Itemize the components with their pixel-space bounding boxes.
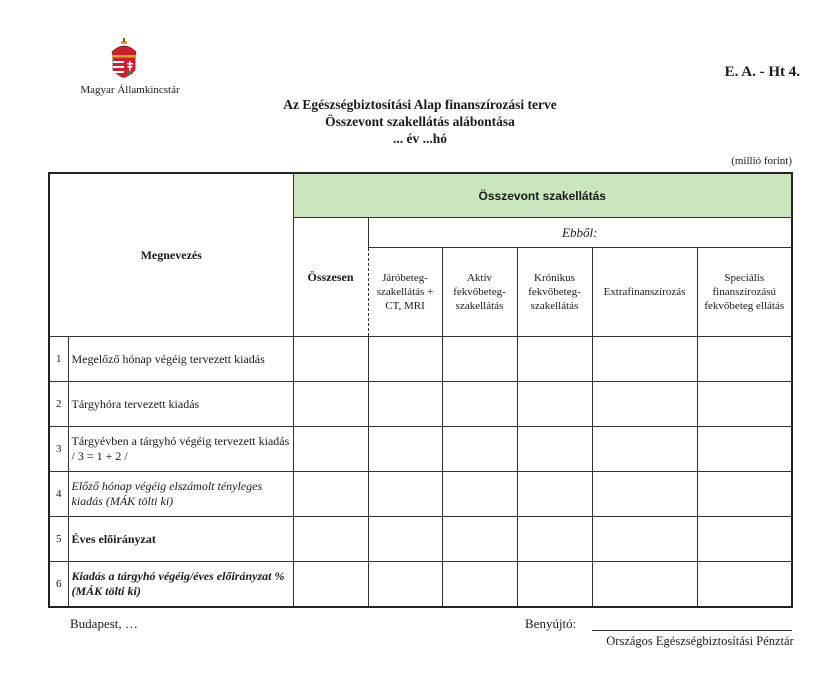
cell-active-inpatient[interactable]: [442, 382, 517, 427]
table-row: [49, 562, 792, 608]
row-number: 2: [49, 382, 68, 427]
column-header-extra-financing: Extrafinanszírozás: [592, 248, 697, 337]
title-line-1: Az Egészségbiztosítási Alap finanszírozási terve: [283, 97, 557, 112]
unit-label: (millió forint): [731, 155, 792, 167]
table-row: [49, 472, 792, 517]
column-group-header: Összevont szakellátás: [293, 173, 792, 218]
title-line-3: ... év ...hó: [393, 131, 447, 146]
cell-special-inpatient[interactable]: [697, 472, 792, 517]
cell-extra-financing[interactable]: [592, 517, 697, 562]
column-header-chronic-inpatient: Krónikus fekvőbeteg-szakellátás: [517, 248, 592, 337]
row-number: 5: [49, 517, 68, 562]
row-label: Tárgyhóra tervezett kiadás: [68, 382, 293, 427]
column-header-name: Megnevezés: [49, 173, 293, 337]
title-line-2: Összevont szakellátás alábontása: [325, 114, 515, 129]
table-row: [49, 517, 792, 562]
row-label: Éves előirányzat: [68, 517, 293, 562]
cell-chronic-inpatient[interactable]: [517, 427, 592, 472]
cell-active-inpatient[interactable]: [442, 337, 517, 382]
cell-total[interactable]: [293, 382, 368, 427]
cell-total[interactable]: [293, 472, 368, 517]
cell-outpatient[interactable]: [368, 517, 442, 562]
row-label: Előző hónap végéig elszámolt tényleges kiadás (MÁK tölti ki): [68, 472, 293, 517]
column-header-active-inpatient: Aktív fekvőbeteg-szakellátás: [442, 248, 517, 337]
row-label: Kiadás a tárgyhó végéig/éves előirányzat % (MÁK tölti ki): [68, 562, 293, 608]
cell-outpatient[interactable]: [368, 427, 442, 472]
cell-special-inpatient[interactable]: [697, 517, 792, 562]
cell-total[interactable]: [293, 517, 368, 562]
cell-special-inpatient[interactable]: [697, 427, 792, 472]
cell-chronic-inpatient[interactable]: [517, 337, 592, 382]
of-which-header: Ebből:: [368, 218, 792, 248]
cell-outpatient[interactable]: [368, 382, 442, 427]
signature-line[interactable]: [592, 630, 792, 631]
row-number: 1: [49, 337, 68, 382]
cell-extra-financing[interactable]: [592, 472, 697, 517]
cell-active-inpatient[interactable]: [442, 517, 517, 562]
place-date: Budapest, …: [70, 616, 138, 631]
cell-special-inpatient[interactable]: [697, 337, 792, 382]
cell-total[interactable]: [293, 562, 368, 608]
row-number: 4: [49, 472, 68, 517]
cell-outpatient[interactable]: [368, 337, 442, 382]
cell-outpatient[interactable]: [368, 562, 442, 608]
column-header-special-inpatient: Speciális finanszírozású fekvőbeteg ellátás: [697, 248, 792, 337]
table-row: [49, 382, 792, 427]
row-label: Megelőző hónap végéig tervezett kiadás: [68, 337, 293, 382]
cell-chronic-inpatient[interactable]: [517, 472, 592, 517]
cell-outpatient[interactable]: [368, 472, 442, 517]
row-number: 3: [49, 427, 68, 472]
cell-active-inpatient[interactable]: [442, 472, 517, 517]
cell-active-inpatient[interactable]: [442, 562, 517, 608]
submitting-organization: Országos Egészségbiztosítási Pénztár: [606, 634, 794, 648]
document-title: [200, 96, 640, 147]
cell-chronic-inpatient[interactable]: [517, 382, 592, 427]
table-row: [49, 427, 792, 472]
cell-total[interactable]: [293, 337, 368, 382]
row-label: Tárgyévben a tárgyhó végéig tervezett kiadás / 3 = 1 + 2 /: [68, 427, 293, 472]
cell-chronic-inpatient[interactable]: [517, 517, 592, 562]
cell-active-inpatient[interactable]: [442, 427, 517, 472]
column-header-outpatient: Járóbeteg-szakellátás + CT, MRI: [368, 248, 442, 337]
cell-extra-financing[interactable]: [592, 427, 697, 472]
table-row: [49, 337, 792, 382]
coat-of-arms-logo: [108, 38, 140, 82]
form-code: E. A. - Ht 4.: [724, 64, 800, 80]
row-number: 6: [49, 562, 68, 608]
budget-table: [48, 172, 793, 608]
cell-chronic-inpatient[interactable]: [517, 562, 592, 608]
cell-extra-financing[interactable]: [592, 382, 697, 427]
submitter-label: Benyújtó:: [525, 616, 577, 631]
cell-special-inpatient[interactable]: [697, 382, 792, 427]
issuer-name: Magyar Államkincstár: [80, 84, 180, 96]
cell-extra-financing[interactable]: [592, 337, 697, 382]
cell-special-inpatient[interactable]: [697, 562, 792, 608]
cell-extra-financing[interactable]: [592, 562, 697, 608]
column-header-total: Összesen: [293, 218, 368, 337]
cell-total[interactable]: [293, 427, 368, 472]
